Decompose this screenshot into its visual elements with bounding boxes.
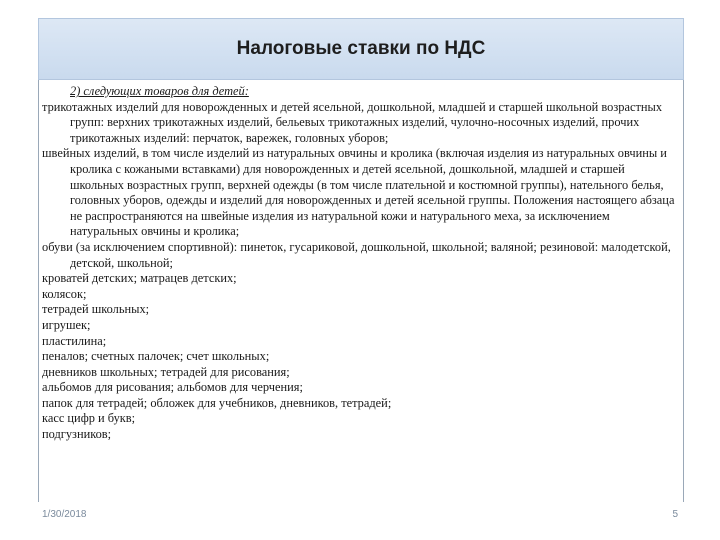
list-item: колясок; xyxy=(42,286,87,301)
list-item: альбомов для рисования; альбомов для черчения; xyxy=(42,380,303,395)
list-item: кроватей детских; матрацев детских; xyxy=(42,271,237,286)
slide-content xyxy=(42,84,678,443)
list-item: подгузников; xyxy=(42,427,112,442)
list-item: папок для тетрадей; обложек для учебников, дневников, тетрадей; xyxy=(42,395,392,410)
list-item: швейных изделий, в том числе изделий из натуральных овчины и кролика (включая изделия из натуральных овчины и кролика с кожаными вставками) для новорожденных и детей ясельной, дошкольной, младшей и старшей школьных возрастных групп, верхней одежды (в том числе плательной и костюмной группы), нательного белья, головных уборов, одежды и изделий для новорожденных и детей ясельной группы. Положения настоящего абзаца не распространяются на швейные изделия из натуральной кожи и натурального меха, за исключением натуральных овчины и кролика; xyxy=(42,146,675,239)
list-item: дневников школьных; тетрадей для рисования; xyxy=(42,364,290,379)
slide-date: 1/30/2018 xyxy=(42,509,87,520)
slide-title: Налоговые ставки по НДС xyxy=(236,38,486,59)
list-item: касс цифр и букв; xyxy=(42,411,136,426)
list-item: пластилина; xyxy=(42,333,107,348)
list-item: игрушек; xyxy=(42,317,91,332)
list-item: трикотажных изделий для новорожденных и детей ясельной, дошкольной, младшей и старшей школьной возрастных групп: верхних трикотажных изделий, бельевых трикотажных изделий, чулочно-носочных изделий, прочих трикотажных изделий: перчаток, варежек, головных уборов; xyxy=(42,99,663,145)
list-item: пеналов; счетных палочек; счет школьных; xyxy=(42,349,270,364)
slide-page-number: 5 xyxy=(672,509,678,520)
slide-title-bar xyxy=(38,18,684,80)
list-item: тетрадей школьных; xyxy=(42,302,150,317)
list-item: обуви (за исключением спортивной): пинеток, гусариковой, дошкольной, школьной; валяной; резиновой: малодетской, детской, школьной; xyxy=(42,239,671,270)
list-heading: 2) следующих товаров для детей: xyxy=(70,84,249,98)
